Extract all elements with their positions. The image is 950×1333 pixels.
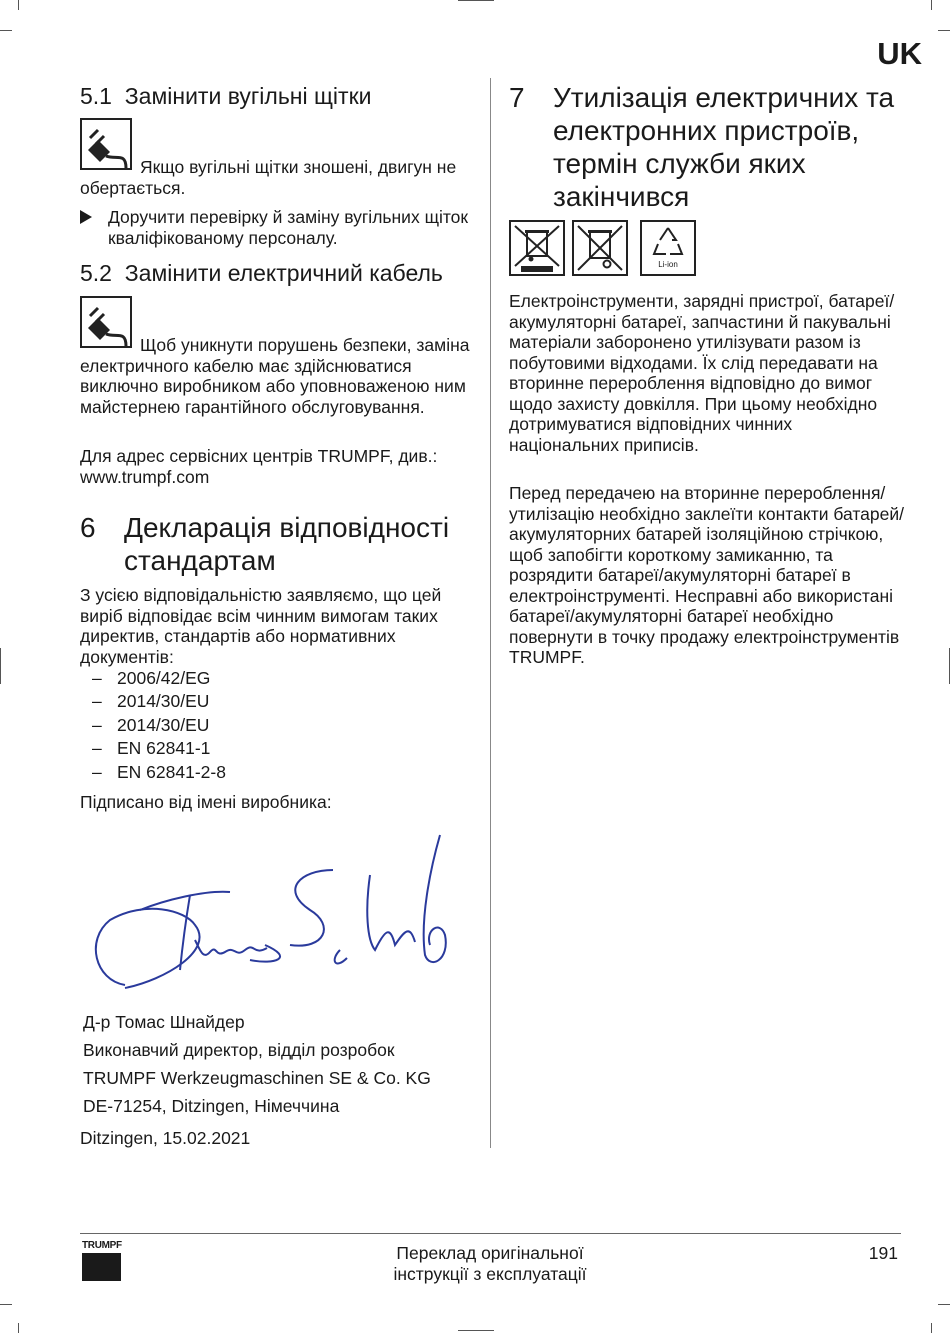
footer-caption xyxy=(330,1243,650,1285)
crop-mark xyxy=(18,1323,19,1333)
li-ion-label: Li-ion xyxy=(658,260,678,269)
service-note: Для адрес сервісних центрів TRUMPF, див.: www.trumpf.com xyxy=(80,446,438,487)
crop-mark xyxy=(938,30,950,31)
list-item: – 2014/30/EU xyxy=(80,714,380,737)
action-text: Доручити перевірку й заміну вугільних щіток кваліфікованому персоналу. xyxy=(108,207,469,248)
warning-brushes-text: Якщо вугільні щітки зношені, двигун не обертається. xyxy=(80,157,457,198)
footer-line: Переклад оригінальної xyxy=(396,1243,584,1263)
signer-name: Д-р Томас Шнайдер xyxy=(83,1012,245,1032)
section-7-heading xyxy=(509,81,909,216)
column-divider xyxy=(490,78,491,1148)
weee-bin-icon xyxy=(509,220,565,276)
battery-bin-icon xyxy=(572,220,628,276)
section-number: 6 xyxy=(80,512,96,543)
arrow-bullet-icon xyxy=(80,210,92,224)
crop-mark xyxy=(458,0,494,1)
list-item: – 2014/30/EU xyxy=(80,690,380,713)
crop-mark xyxy=(938,1304,950,1305)
signer-block xyxy=(83,1008,431,1120)
section-title: Замінити вугільні щітки xyxy=(124,83,372,109)
standards-list xyxy=(80,667,380,784)
signed-on-behalf: Підписано від імені виробника: xyxy=(80,792,332,812)
section-title: Утилізація електричних та електронних пристроїв, термін служби яких закінчився xyxy=(553,82,895,212)
section-6-heading xyxy=(80,511,480,581)
disposal-paragraph-2: Перед передачею на вторинне перероблення/утилізацію необхідно заклеїти контакти батарей/акумуляторних батарей ізоляційною стрічкою, щоб запобігти короткому замиканню, та розрядити батареї/акумуляторні батареї в електроінструменті. Несправні або використані батареї/акумуляторні батареї необхідно повернути в точку продажу електроінструментів TRUMPF. xyxy=(509,483,904,667)
section-number: 5.1 xyxy=(80,83,112,109)
recycle-li-ion-icon xyxy=(640,220,696,276)
page-number: 191 xyxy=(868,1243,898,1263)
language-code: UK xyxy=(877,36,922,71)
declaration-intro: З усією відповідальністю заявляємо, що цей виріб відповідає всім чинним вимогам таких директив, стандартів або нормативних документів: xyxy=(80,585,442,667)
crop-mark xyxy=(0,30,12,31)
section-5-1-heading xyxy=(80,82,372,110)
warning-cable-text: Щоб уникнути порушень безпеки, заміна електричного кабелю має здійснюватися виключно виробником або уповноваженою ним майстернею гарантійного обслуговування. xyxy=(80,335,470,417)
place-date: Ditzingen, 15.02.2021 xyxy=(80,1128,251,1148)
list-item: – EN 62841-2-8 xyxy=(80,761,380,784)
section-title: Декларація відповідності стандартам xyxy=(124,512,450,576)
company-name: TRUMPF Werkzeugmaschinen SE & Co. KG xyxy=(83,1068,431,1088)
section-title: Замінити електричний кабель xyxy=(124,260,443,286)
trumpf-logo xyxy=(82,1253,121,1281)
footer-line: інструкції з експлуатації xyxy=(393,1264,587,1284)
section-number: 7 xyxy=(509,82,525,113)
company-address: DE-71254, Ditzingen, Німеччина xyxy=(83,1096,340,1116)
crop-mark xyxy=(931,0,932,10)
crop-mark xyxy=(458,1330,494,1331)
trumpf-logo-text: TRUMPF xyxy=(82,1240,122,1251)
crop-mark xyxy=(0,648,1,684)
crop-mark xyxy=(18,0,19,10)
crop-mark xyxy=(931,1323,932,1333)
action-item xyxy=(80,207,475,248)
section-5-2-heading xyxy=(80,259,443,287)
crop-mark xyxy=(0,1304,12,1305)
signature xyxy=(85,830,465,1005)
list-item: – EN 62841-1 xyxy=(80,737,380,760)
footer-rule xyxy=(80,1233,901,1234)
section-number: 5.2 xyxy=(80,260,112,286)
disposal-paragraph-1: Електроінструменти, зарядні пристрої, батареї/акумуляторні батареї, запчастини й пакувальні матеріали заборонено утилізувати разом із побутовими відходами. Їх слід передавати на вторинне перероблення відповідно до вимог щодо захисту довкілля. При цьому необхідно дотримуватися відповідних чинних національних приписів. xyxy=(509,291,895,455)
signer-position: Виконавчий директор, відділ розробок xyxy=(83,1040,395,1060)
list-item: – 2006/42/EG xyxy=(80,667,380,690)
